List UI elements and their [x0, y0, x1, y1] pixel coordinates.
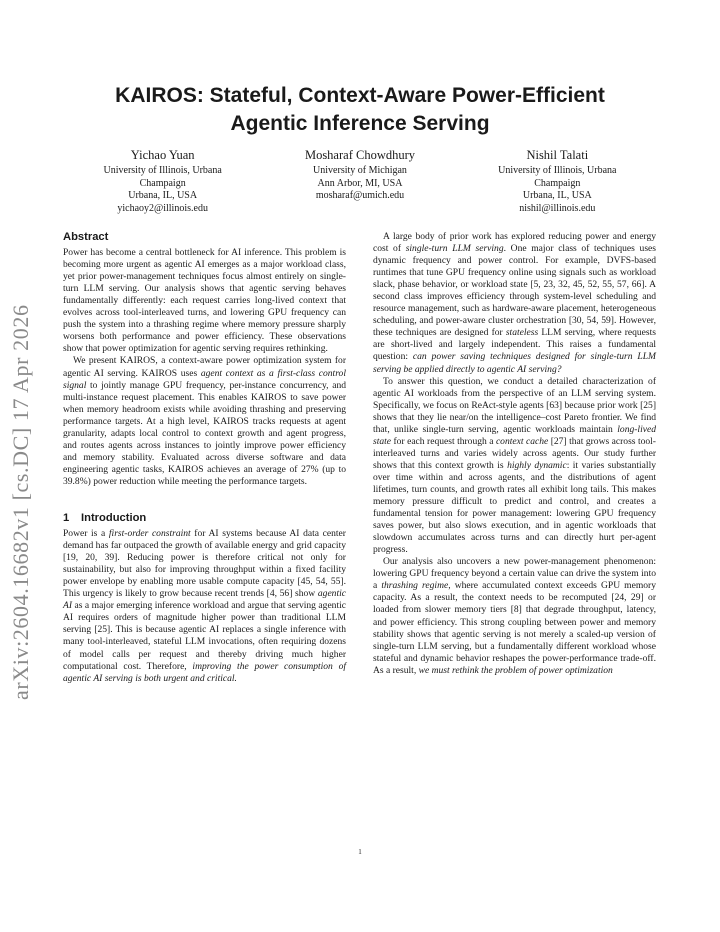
intro-paragraph-1: Power is a first-order constraint for AI systems because AI data center demand has far outpaced the growth of available energy and grid capacity [19, 20, 39]. Reducing power is therefore critical not only for sustainability, but also for improving throughput within a fixed facility power envelope by enabling more usable compute capacity [45, 54, 55]. This urgency is likely to grow because recent trends [4, 56] show agentic AI as a major emerging inference workload and argue that serving agentic AI requires orders of magnitude higher power than traditional LLM serving [25]. This is because agentic AI replaces a single inference with many tool-interleaved, stateful LLM invocations, often requiring dozens of model calls per request and thereby driving much higher computational cost. Therefore, improving the power consumption of agentic AI serving is both urgent and critical.: [63, 528, 346, 684]
author-block: [64, 148, 656, 215]
author-email: yichaoy2@illinois.edu: [117, 202, 208, 214]
author-location: Urbana, IL, USA: [128, 190, 198, 201]
author-2: [261, 148, 458, 215]
author-affiliation: Champaign: [534, 177, 581, 189]
section-heading-introduction: 1 Introduction: [63, 511, 147, 524]
author-name: Mosharaf Chowdhury: [304, 148, 416, 162]
author-1: [64, 148, 261, 215]
body-paragraph-3: Our analysis also uncovers a new power-management phenomenon: lowering GPU frequency beyond a certain value can drive the system into a thrashing regime, where accumulated context exceeds GPU memory capacity. As a result, the context needs to be recomputed [24, 29] or loaded from slower memory tiers [8] that degrade throughput, latency, and power efficiency. This strong coupling between power and memory stability shows that agentic serving is not merely a scaled-up version of single-turn LLM serving, but a fundamentally different workload whose stateful and dynamic behavior reshapes the power-performance trade-off. As a result, we must rethink the problem of power optimization: [373, 556, 656, 676]
author-email: mosharaf@umich.edu: [315, 190, 405, 201]
author-affiliation: Champaign: [139, 177, 186, 189]
paper-title: KAIROS: Stateful, Context-Aware Power-Efficient Agentic Inference Serving: [115, 84, 605, 135]
abstract-heading: Abstract: [63, 231, 109, 243]
author-name: Nishil Talati: [526, 148, 589, 162]
body-paragraph-2: To answer this question, we conduct a detailed characterization of agentic AI workloads from the perspective of an LLM serving system. Specifically, we focus on ReAct-style agents [63] because prior work [25] shows that they lie near/on the intelligence–cost Pareto frontier. We find that, unlike single-turn serving, agentic workloads maintain long-lived state for each request through a context cache [27] that grows across tool-interleaved turns and varies widely across agents. Our study further shows that this context growth is highly dynamic: it varies substantially over time within and across agents, and the distributions of agent lifetimes, turn counts, and growth rates all exhibit long tails. This makes memory pressure difficult to predict and control, and creates a fundamental tension for power management: lowering GPU frequency saves power, but also slows execution, and in agentic workloads that slowdown accumulates across turns and can directly hurt per-agent progress.: [373, 375, 656, 556]
author-location: Ann Arbor, MI, USA: [317, 177, 403, 189]
page-number: 1: [358, 848, 362, 856]
author-name: Yichao Yuan: [130, 148, 195, 162]
author-affiliation: University of Illinois, Urbana: [103, 165, 222, 176]
arxiv-identifier: arXiv:2604.16682v1 [cs.DC] 17 Apr 2026: [8, 304, 33, 700]
author-email: nishil@illinois.edu: [519, 202, 596, 214]
author-location: Urbana, IL, USA: [522, 190, 592, 201]
body-paragraph-1: A large body of prior work has explored reducing power and energy cost of single-turn LLM serving. One major class of techniques uses dynamic frequency and power control. For example, DVFS-based runtimes that tune GPU frequency online using signals such as workload slack, phase behavior, or workload state [5, 23, 32, 45, 52, 55, 57, 66]. A second class improves efficiency through system-level scheduling and resource management, such as hardware-aware placement, heterogeneous scheduling, and power-aware cluster orchestration [30, 54, 59]. However, these techniques are designed for stateless LLM serving, where requests are short-lived and largely independent. This raises a fundamental question: can power saving techniques designed for single-turn LLM serving be applied directly to agentic AI serving?: [373, 231, 656, 375]
abstract-paragraph-1: Power has become a central bottleneck for AI inference. This problem is becoming more urgent as agentic AI emerges as a major workload class, yet prior power-management techniques focus almost entirely on single-turn LLM serving. Our analysis shows that agentic serving behaves fundamentally differently: each request carries long-lived context that evolves across tool-interleaved turns, and lowering GPU frequency can push the system into a thrashing regime where memory pressure sharply worsens both performance and power efficiency. These observations show that power optimization for agentic serving requires rethinking.: [63, 247, 346, 355]
author-3: [459, 148, 656, 215]
author-affiliation: University of Michigan: [313, 165, 407, 176]
left-column: [63, 231, 346, 685]
abstract-paragraph-2: We present KAIROS, a context-aware power optimization system for agentic AI serving. KAIROS uses agent context as a first-class control signal to jointly manage GPU frequency, per-instance concurrency, and multi-instance request placement. This enables KAIROS to save power when memory headroom exists while avoiding thrashing and preserving performance targets. At a high level, KAIROS tracks requests at agent granularity, adapts local control to context growth and agent progress, and routes agents across instances to jointly improve power efficiency and memory stability. Evaluated across diverse software and data engineering agentic tasks, KAIROS achieves an average of 27% (up to 39.8%) power reduction while meeting the performance targets.: [63, 355, 346, 487]
author-affiliation: University of Illinois, Urbana: [498, 165, 617, 176]
right-column: [373, 231, 656, 677]
